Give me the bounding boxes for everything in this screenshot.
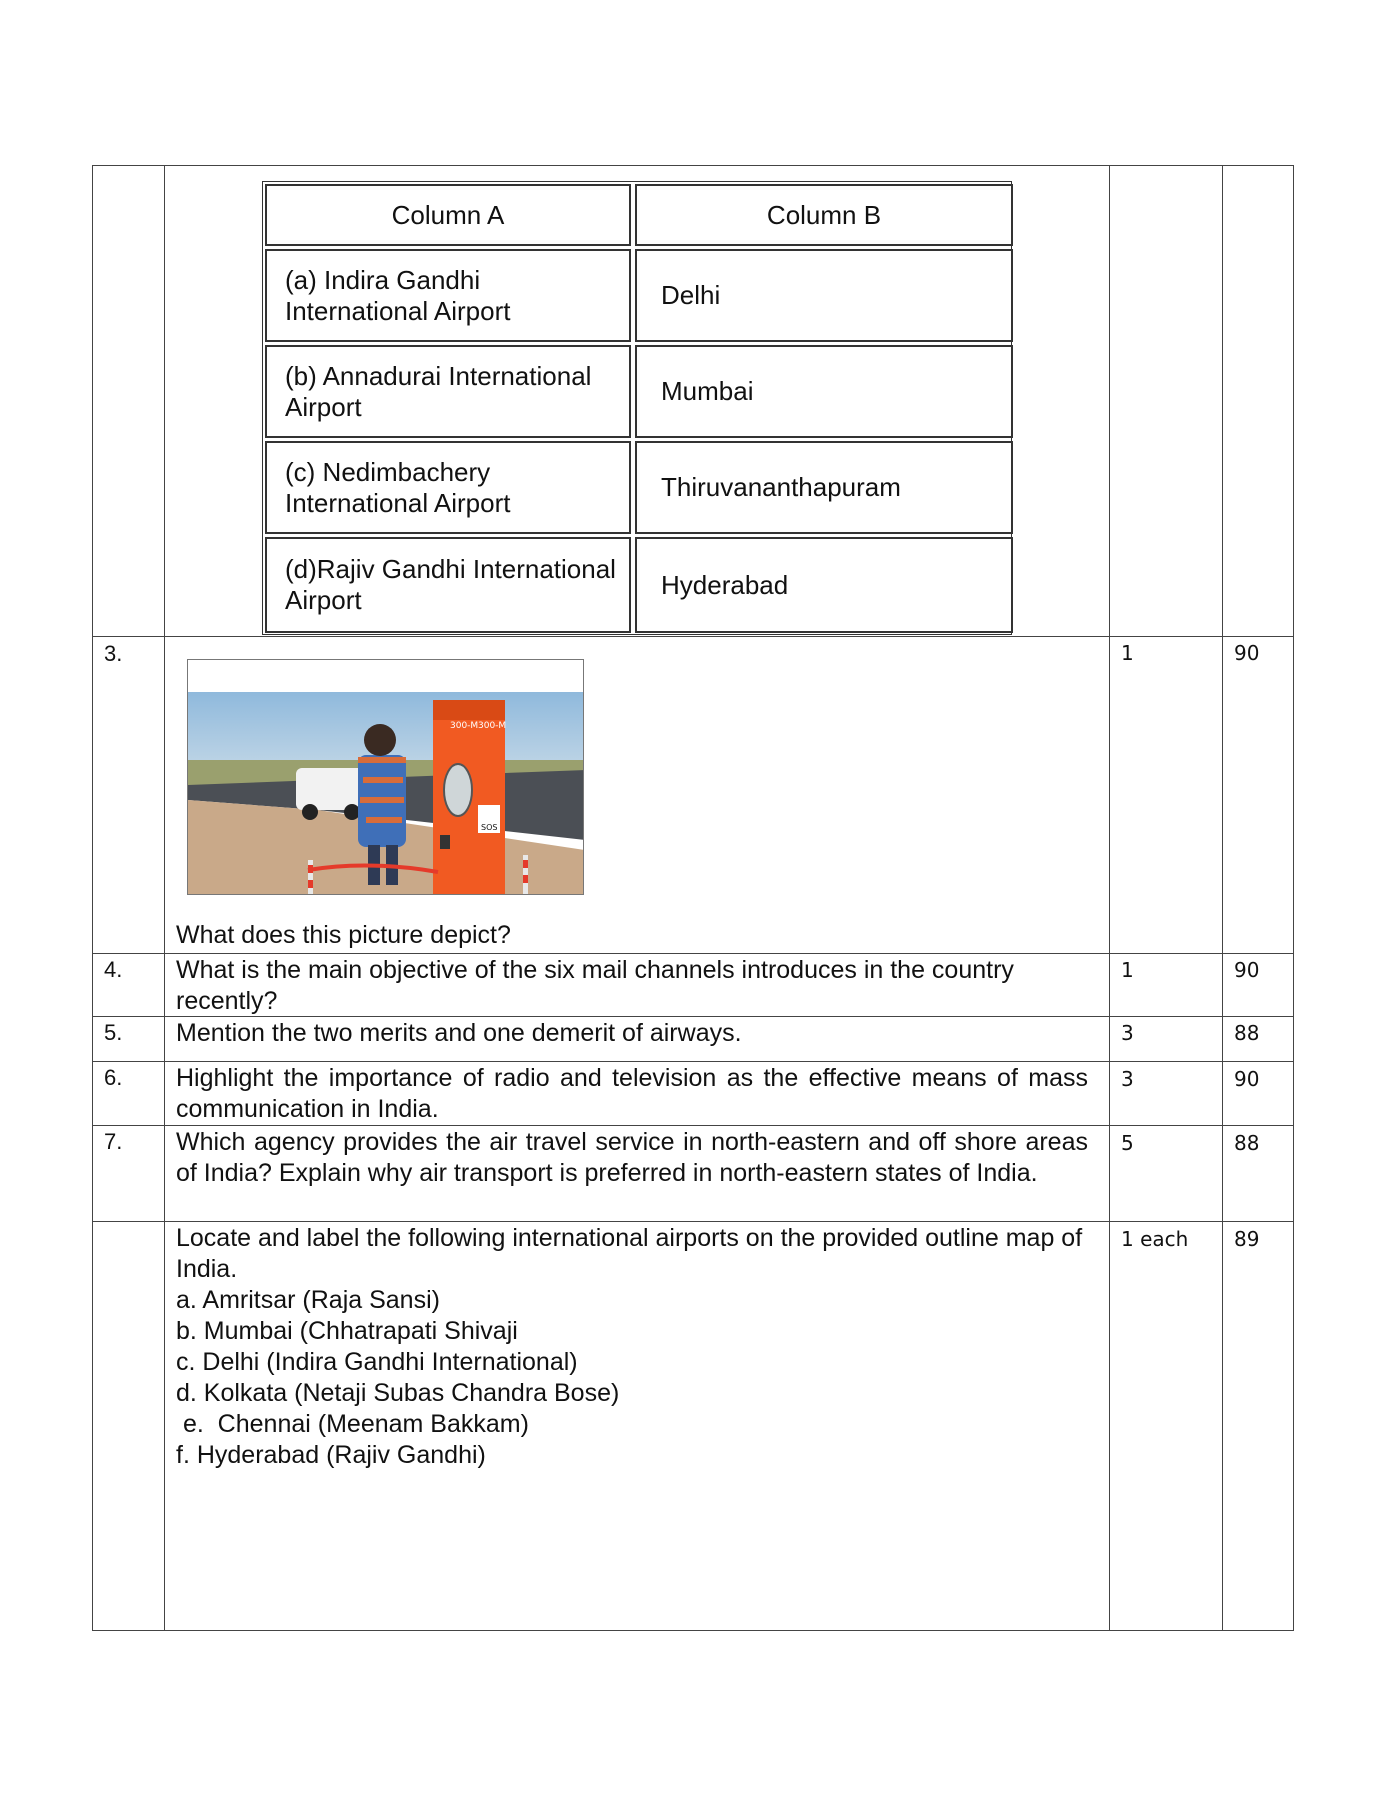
column-divider [1109,166,1110,1630]
match-row-b-left: (b) Annadurai International Airport [265,345,631,438]
airport-list-item: e. Chennai (Meenam Bakkam) [176,1410,529,1438]
row-divider [93,636,1293,637]
question-text: Highlight the importance of radio and television as the effective means of mass communication in India. [176,1064,1088,1123]
row-divider [93,1125,1293,1126]
match-row-c-left: (c) Nedimbachery International Airport [265,441,631,534]
page-ref-value: 90 [1234,1067,1260,1091]
match-row-d-left: (d)Rajiv Gandhi International Airport [265,537,631,633]
question-number: 7. [104,1129,123,1154]
page-ref-value: 88 [1234,1131,1260,1155]
match-row-b-right: Mumbai [635,345,1013,438]
airport-list-item: d. Kolkata (Netaji Subas Chandra Bose) [176,1379,620,1407]
row-divider [93,953,1293,954]
question-number: 3. [104,641,123,666]
sign-label: 300-M [450,721,479,731]
sos-phone-photo [187,659,584,895]
row-divider [93,1061,1293,1062]
sos-label: SOS [481,823,498,832]
column-a-header: Column A [265,184,631,246]
column-b-header: Column B [635,184,1013,246]
page-ref-value: 88 [1234,1021,1260,1045]
row-divider [93,1221,1293,1222]
question-text [176,1223,1088,1471]
question-text: Which agency provides the air travel service in north-eastern and off shore areas of India? Explain why air transport is preferred in north-eastern states of India. [176,1128,1088,1187]
marks-value: 1 [1121,641,1134,665]
airport-list-item: f. Hyderabad (Rajiv Gandhi) [176,1441,486,1469]
marks-value: 3 [1121,1067,1134,1091]
marks-value: 3 [1121,1021,1134,1045]
page-ref-value: 90 [1234,641,1260,665]
column-divider [1222,166,1223,1630]
highway-sos-booth-image [188,660,584,895]
match-row-d-right: Hyderabad [635,537,1013,633]
question-number: 5. [104,1020,123,1045]
match-row-a-left: (a) Indira Gandhi International Airport [265,249,631,342]
airport-list-item: b. Mumbai (Chhatrapati Shivaji [176,1317,518,1345]
airport-list-item: c. Delhi (Indira Gandhi International) [176,1348,578,1376]
page-ref-value: 90 [1234,958,1260,982]
match-row-c-right: Thiruvananthapuram [635,441,1013,534]
marks-value: 5 [1121,1131,1134,1155]
match-table [262,181,1012,635]
question-number: 6. [104,1065,123,1090]
airport-list-item: a. Amritsar (Raja Sansi) [176,1286,440,1314]
sign-label: 300-M [478,721,507,731]
page-ref-value: 89 [1234,1227,1260,1251]
question-text: What is the main objective of the six mail channels introduces in the country recently? [176,956,1014,1015]
map-question-intro: Locate and label the following international airports on the provided outline map of India. [176,1224,1083,1283]
match-row-a-right: Delhi [635,249,1013,342]
column-divider [164,166,165,1630]
question-number: 4. [104,957,123,982]
marks-value: 1 [1121,958,1134,982]
question-text: What does this picture depict? [176,921,511,949]
marks-value: 1 each [1121,1227,1189,1251]
question-text: Mention the two merits and one demerit of airways. [176,1019,742,1047]
